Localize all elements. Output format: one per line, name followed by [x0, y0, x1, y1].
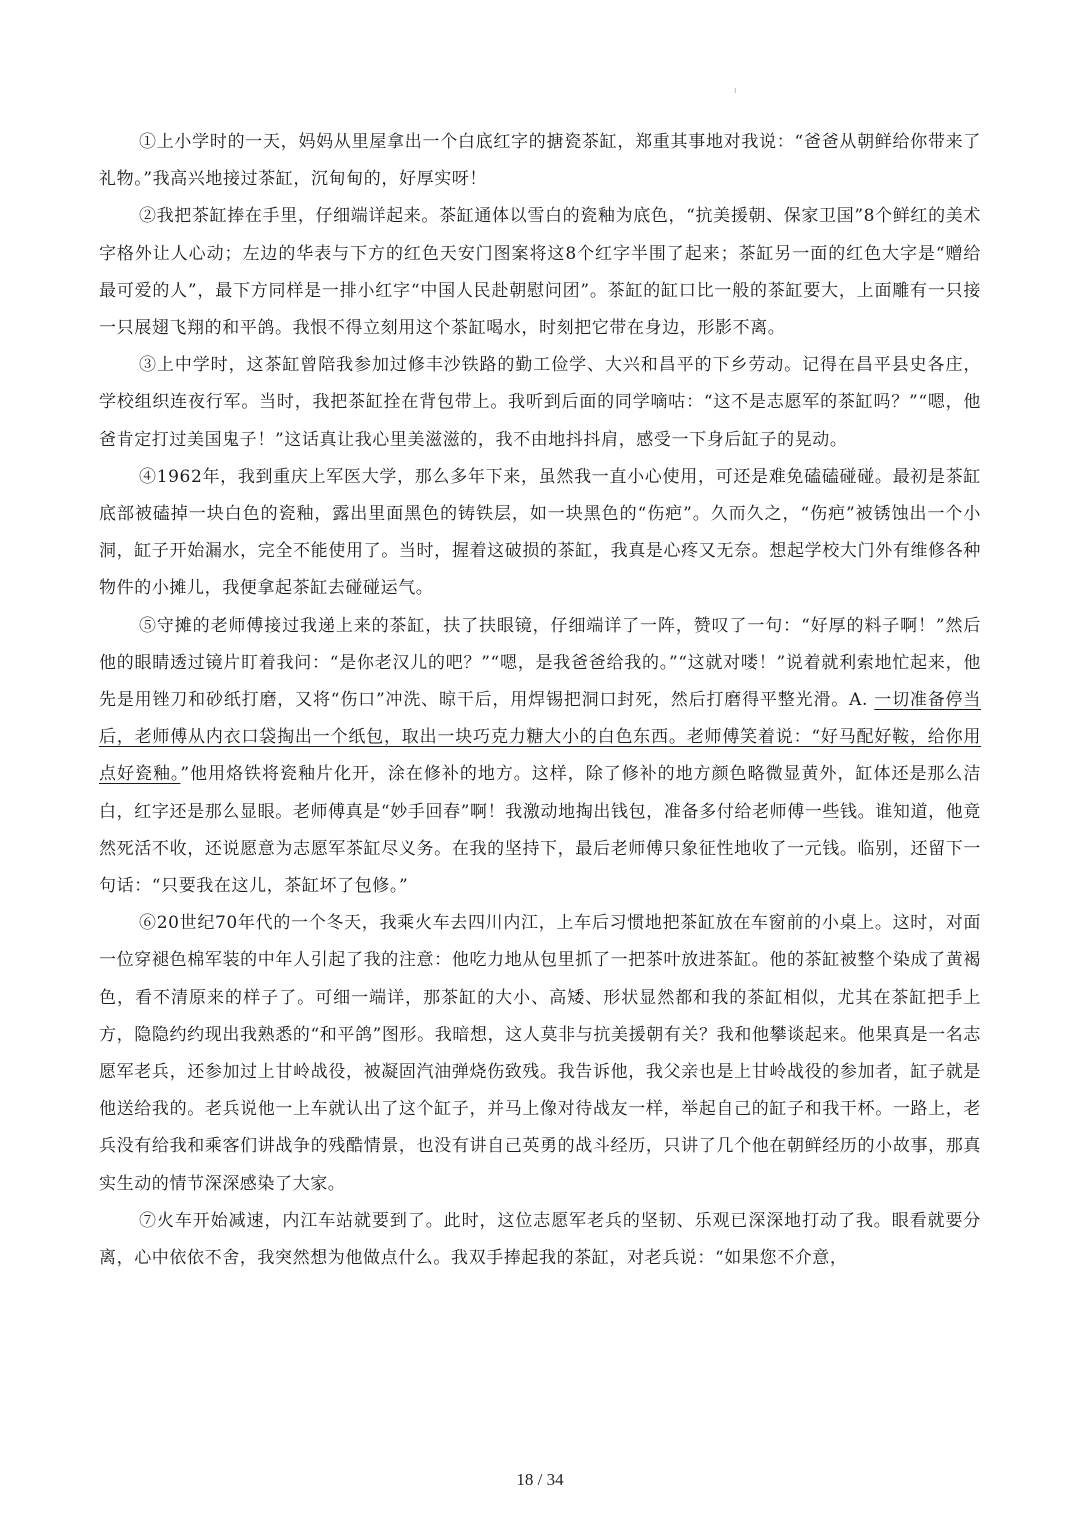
paragraph-4: ④1962年，我到重庆上军医大学，那么多年下来，虽然我一直小心使用，可还是难免磕磕碰碰。最初是茶缸底部被磕掉一块白色的瓷釉，露出里面黑色的铸铁层，如一块黑色的“伤疤”。久而久之，“伤疤”被锈蚀出一个小洞，缸子开始漏水，完全不能使用了。当时，握着这破损的茶缸，我真是心疼又无奈。想起学校大门外有维修各种物件的小摊儿，我便拿起茶缸去碰碰运气。 [99, 466, 981, 599]
page-number: 18 / 34 [516, 1470, 564, 1489]
paragraph-5-underlined-sentence-a: 一切准备停当后，老师傅从内衣口袋掏出一个纸包，取出一块巧克力糖大小的白色东西。老师傅笑着说：“好马配好鞍，给你用点好瓷釉。 [99, 690, 981, 785]
paragraph-6: ⑥20世纪70年代的一个冬天，我乘火车去四川内江，上车后习惯地把茶缸放在车窗前的小桌上。这时，对面一位穿褪色棉军装的中年人引起了我的注意：他吃力地从包里抓了一把茶叶放进茶缸。他的茶缸被整个染成了黄褐色，看不清原来的样子了。可细一端详，那茶缸的大小、高矮、形状显然都和我的茶缸相似，尤其在茶缸把手上方，隐隐约约现出我熟悉的“和平鸽”图形。我暗想，这人莫非与抗美援朝有关？我和他攀谈起来。他果真是一名志愿军老兵，还参加过上甘岭战役，被凝固汽油弹烧伤致残。我告诉他，我父亲也是上甘岭战役的参加者，缸子就是他送给我的。老兵说他一上车就认出了这个缸子，并马上像对待战友一样，举起自己的缸子和我干杯。一路上，老兵没有给我和乘客们讲战争的残酷情景，也没有讲自己英勇的战斗经历，只讲了几个他在朝鲜经历的小故事，那真实生动的情节深深感染了大家。 [99, 913, 981, 1194]
paragraph-3: ③上中学时，这茶缸曾陪我参加过修丰沙铁路的勤工俭学、大兴和昌平的下乡劳动。记得在昌平县史各庄，学校组织连夜行军。当时，我把茶缸拴在背包带上。我听到后面的同学嘀咕：“这不是志愿军的茶缸吗？”“嗯，他爸肯定打过美国鬼子！”这话真让我心里美滋滋的，我不由地抖抖肩，感受一下身后缸子的晃动。 [99, 355, 981, 450]
header-mark: ı [734, 86, 737, 96]
paragraph-7: ⑦火车开始减速，内江车站就要到了。此时，这位志愿军老兵的坚韧、乐观已深深地打动了我。眼看就要分离，心中依依不舍，我突然想为他做点什么。我双手捧起我的茶缸，对老兵说：“如果您不介意， [99, 1210, 981, 1269]
paragraph-5 [99, 608, 981, 906]
paragraph-5-after: ”他用烙铁将瓷釉片化开，涂在修补的地方。这样，除了修补的地方颜色略微显黄外，缸体还是那么洁白，红字还是那么显眼。老师傅真是“妙手回春”啊！我激动地掏出钱包，准备多付给老师傅一些钱。谁知道，他竟然死活不收，还说愿意为志愿军茶缸尽义务。在我的坚持下，最后老师傅只象征性地收了一元钱。临别，还留下一句话：“只要我在这儿，茶缸坏了包修。” [99, 764, 981, 897]
article-body [99, 124, 981, 1277]
paragraph-5-before: ⑤守摊的老师傅接过我递上来的茶缸，扶了扶眼镜，仔细端详了一阵，赞叹了一句：“好厚的料子啊！”然后他的眼睛透过镜片盯着我问：“是你老汉儿的吧？”“嗯，是我爸爸给我的。”“这就对喽！”说着就利索地忙起来，他先是用锉刀和砂纸打磨，又将“伤口”冲洗、晾干后，用焊锡把洞口封死，然后打磨得平整光滑。A. [99, 615, 981, 711]
paragraph-2: ②我把茶缸捧在手里，仔细端详起来。茶缸通体以雪白的瓷釉为底色，“抗美援朝、保家卫国”8个鲜红的美术字格外让人心动；左边的华表与下方的红色天安门图案将这8个红字半围了起来；茶缸另一面的红色大字是“赠给最可爱的人”，最下方同样是一排小红字“中国人民赴朝慰问团”。茶缸的缸口比一般的茶缸要大，上面雕有一只接一只展翅飞翔的和平鸽。我恨不得立刻用这个茶缸喝水，时刻把它带在身边，形影不离。 [99, 206, 981, 339]
paragraph-1: ①上小学时的一天，妈妈从里屋拿出一个白底红字的搪瓷茶缸，郑重其事地对我说：“爸爸从朝鲜给你带来了礼物。”我高兴地接过茶缸，沉甸甸的，好厚实呀！ [99, 132, 981, 190]
